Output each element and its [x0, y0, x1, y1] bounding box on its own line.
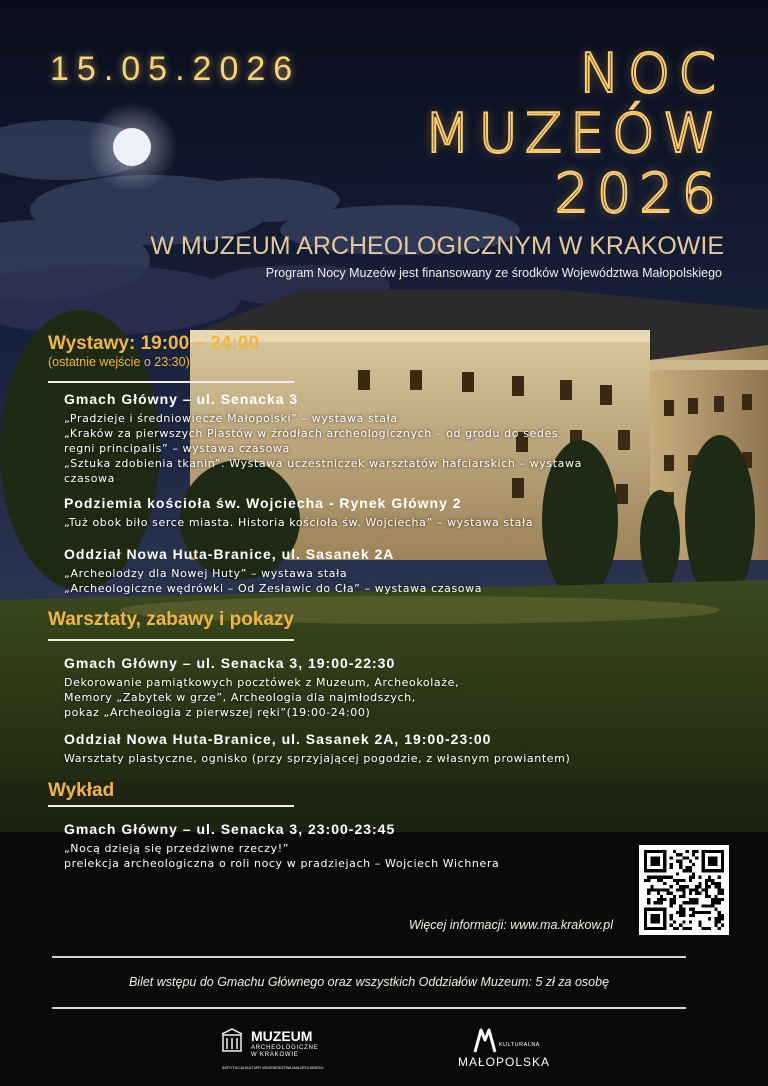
museum-logo: [218, 1026, 358, 1072]
qr-code-pattern: [644, 850, 724, 930]
venue-name: Gmach Główny – ul. Senacka 3: [64, 391, 299, 407]
museum-logo-sub1: ARCHEOLOGICZNE: [251, 1045, 319, 1051]
venue-line: „Nocą dzieją się przedziwne rzeczy!”: [64, 842, 290, 855]
exhibition-venue-nowa-huta: [64, 546, 644, 596]
more-info-link[interactable]: Więcej informacji: www.ma.krakow.pl: [408, 918, 613, 932]
venue-line: „Kraków za pierwszych Piastów w źródłach archeologicznych – od grodu do sedes: [64, 427, 559, 440]
venue-line: Memory „Zabytek w grze”, Archeologia dla najmłodszych,: [64, 691, 416, 704]
venue-line: „Sztuka zdobienia tkanin”. Wystawa uczestniczek warsztatów hafciarskich – wystawa: [64, 457, 582, 470]
event-title-line-2: MUZEÓW: [423, 102, 724, 165]
event-subtitle: W MUZEUM ARCHEOLOGICZNYM W KRAKOWIE: [150, 232, 724, 260]
footer-divider-bottom: [52, 1007, 686, 1009]
venue-line: pokaz „Archeologia z pierwszej ręki”(19:00-24:00): [64, 706, 371, 719]
mp-logo-name: MAŁOPOLSKA: [458, 1055, 551, 1069]
mp-logo-top: KULTURALNA: [499, 1042, 540, 1048]
section-divider: [48, 805, 294, 807]
exhibition-venue-main: [64, 391, 644, 486]
venue-name: Oddział Nowa Huta-Branice, ul. Sasanek 2A, 19:00-23:00: [64, 731, 492, 747]
venue-line: regni principalis” – wystawa czasowa: [64, 442, 290, 455]
venue-line: „Archeolodzy dla Nowej Huty” – wystawa stała: [64, 567, 348, 580]
footer-divider-top: [52, 956, 686, 958]
workshops-title: Warsztaty, zabawy i pokazy: [48, 609, 295, 630]
museum-logo-name: MUZEUM: [251, 1028, 313, 1044]
exhibition-venue-st-adalbert: [64, 495, 644, 530]
funding-note: Program Nocy Muzeów jest finansowany ze środków Województwa Małopolskiego: [265, 266, 722, 280]
lecture-title: Wykład: [48, 780, 115, 801]
section-divider: [48, 639, 294, 641]
venue-line: „Archeologiczne wędrówki – Od Zesławic do Cła” – wystawa czasowa: [64, 582, 483, 595]
event-title: [404, 44, 724, 224]
workshop-venue-nowa-huta: [64, 731, 644, 766]
qr-code[interactable]: [639, 845, 729, 935]
venue-line: Warsztaty plastyczne, ognisko (przy sprzyjającej pogodzie, z własnym prowiantem): [64, 752, 571, 765]
venue-line: prelekcja archeologiczna o roli nocy w pradziejach – Wojciech Wichnera: [64, 857, 500, 870]
ticket-price-note: Bilet wstępu do Gmachu Głównego oraz wszystkich Oddziałów Muzeum: 5 zł za osobę: [128, 975, 610, 989]
exhibitions-last-entry-note: (ostatnie wejście o 23:30): [48, 355, 190, 369]
event-date: 15.05.2026: [50, 50, 301, 88]
museum-logo-sub2: W KRAKOWIE: [251, 1052, 299, 1058]
kulturalna-malopolska-logo: [455, 1024, 555, 1070]
exhibitions-title: Wystawy: 19:00 – 24:00: [48, 333, 259, 354]
venue-name: Podziemia kościoła św. Wojciecha - Rynek Główny 2: [64, 495, 462, 511]
museum-logo-caption: INSTYTUCJA KULTURY WOJEWÓDZTWA MAŁOPOLSKIEGO: [222, 1066, 324, 1070]
venue-name: Gmach Główny – ul. Senacka 3, 23:00-23:45: [64, 821, 396, 837]
lecture-venue-main: [64, 821, 644, 871]
venue-name: Oddział Nowa Huta-Branice, ul. Sasanek 2A: [64, 546, 395, 562]
event-title-line-1: NOC: [579, 42, 724, 105]
event-title-line-3: 2026: [554, 162, 724, 225]
venue-name: Gmach Główny – ul. Senacka 3, 19:00-22:30: [64, 655, 396, 671]
venue-line: „Tuż obok biło serce miasta. Historia kościoła św. Wojciecha” – wystawa stała: [64, 516, 534, 529]
venue-line: „Pradzieje i średniowiecze Małopolski” – wystawa stała: [64, 412, 398, 425]
workshop-venue-main: [64, 655, 644, 720]
section-divider: [48, 381, 294, 383]
venue-line: czasowa: [64, 472, 115, 485]
venue-line: Dekorowanie pamiątkowych pocztówek z Muzeum, Archeokolaże,: [64, 676, 460, 689]
